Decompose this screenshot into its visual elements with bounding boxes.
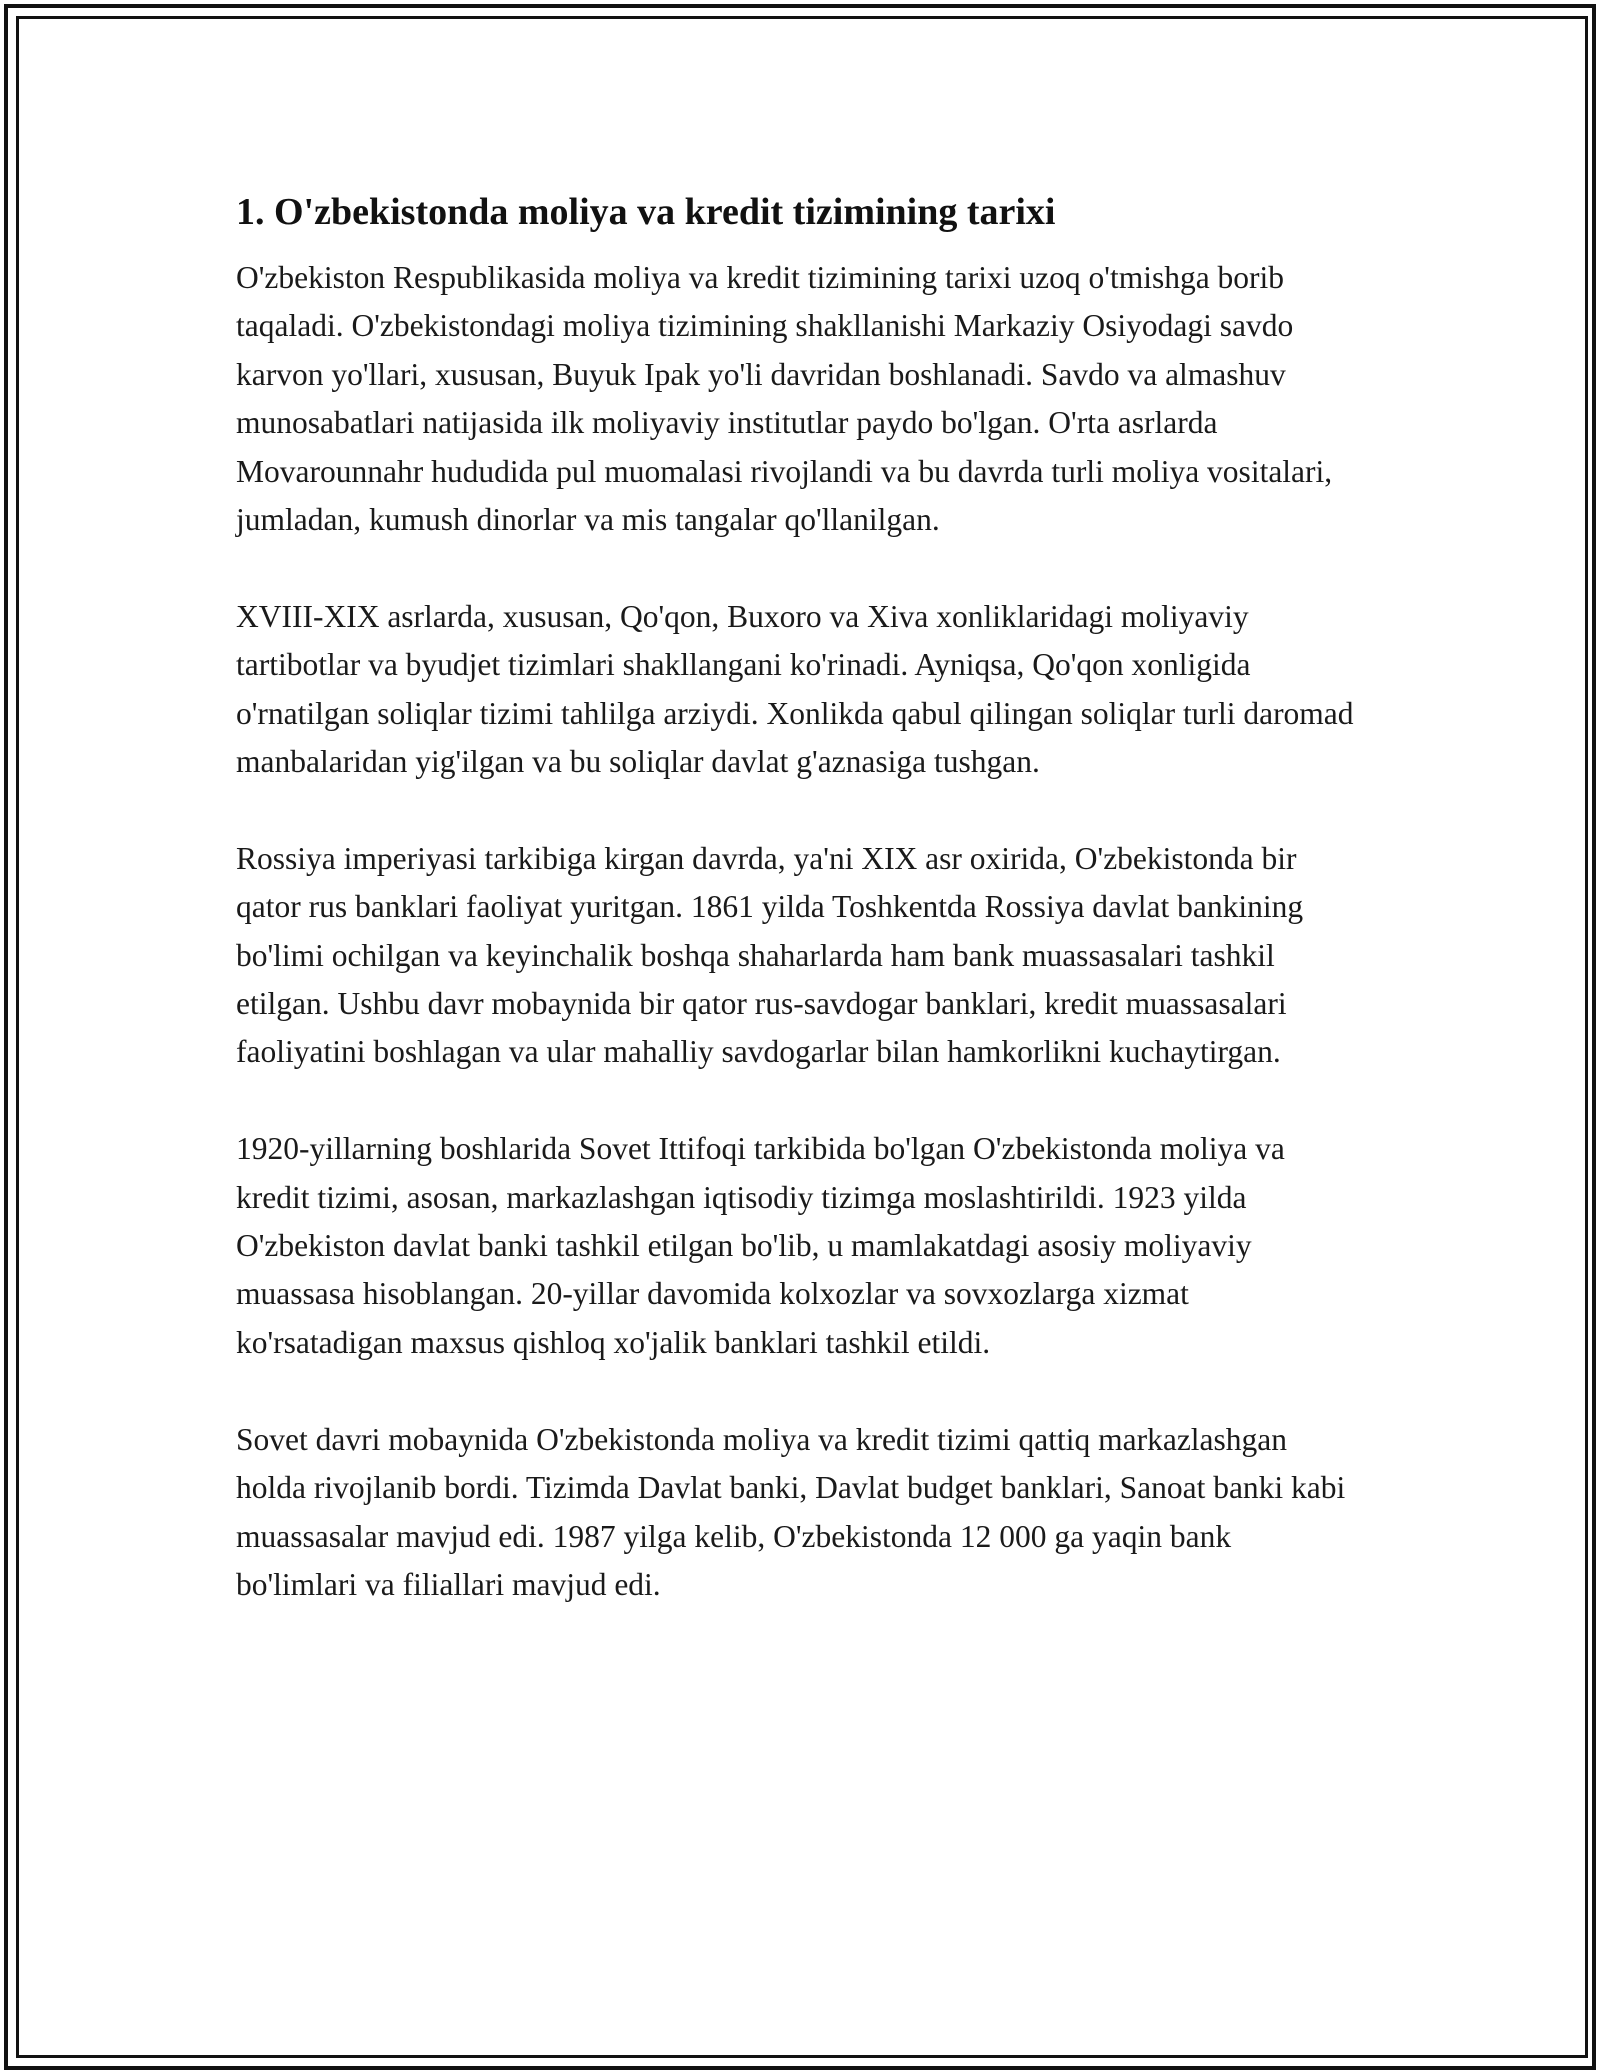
paragraph-5: Sovet davri mobaynida O'zbekistonda moliya va kredit tizimi qattiq markazlashgan holda rivojlanib bordi. Tizimda Davlat banki, Davlat budget banklari, Sanoat banki kabi muassasalar mavjud edi. 1987 yilga kelib, O'zbekistonda 12 000 ga yaqin bank bo'limlari va filiallari mavjud edi. (236, 1421, 1346, 1602)
paragraph-3: Rossiya imperiyasi tarkibiga kirgan davrda, ya'ni XIX asr oxirida, O'zbekistonda bir qator rus banklari faoliyat yuritgan. 1861 yilda Toshkentda Rossiya davlat bankining bo'limi ochilgan va keyinchalik boshqa shaharlarda ham bank muassasalari tashkil etilgan. Ushbu davr mobaynida bir qator rus-savdogar banklari, kredit muassasalari faoliyatini boshlagan va ular mahalliy savdogarlar bilan hamkorlikni kuchaytirgan. (236, 840, 1304, 1070)
paragraph-1: O'zbekiston Respublikasida moliya va kredit tizimining tarixi uzoq o'tmishga borib taqaladi. O'zbekistondagi moliya tizimining shakllanishi Markaziy Osiyodagi savdo karvon yo'llari, xususan, Buyuk Ipak yo'li davridan boshlanadi. Savdo va almashuv munosabatlari natijasida ilk moliyaviy institutlar paydo bo'lgan. O'rta asrlarda Movarounnahr hududida pul muomalasi rivojlandi va bu davrda turli moliya vositalari, jumladan, kumush dinorlar va mis tangalar qo'llanilgan. (236, 260, 1333, 538)
paragraph-4: 1920-yillarning boshlarida Sovet Ittifoqi tarkibida bo'lgan O'zbekistonda moliya va kredit tizimi, asosan, markazlashgan iqtisodiy tizimga moslashtirildi. 1923 yilda O'zbekiston davlat banki tashkil etilgan bo'lib, u mamlakatdagi asosiy moliyaviy muassasa hisoblangan. 20-yillar davomida kolxozlar va sovxozlarga xizmat ko'rsatadigan maxsus qishloq xo'jalik banklari tashkil etildi. (236, 1131, 1285, 1360)
document-body (236, 188, 1356, 1658)
section-heading: 1. O'zbekistonda moliya va kredit tizimining tarixi (236, 191, 1056, 233)
paragraph-2: XVIII-XIX asrlarda, xususan, Qo'qon, Buxoro va Xiva xonliklaridagi moliyaviy tartibotlar va byudjet tizimlari shakllangani ko'rinadi. Ayniqsa, Qo'qon xonligida o'rnatilgan soliqlar tizimi tahlilga arziydi. Xonlikda qabul qilingan soliqlar turli daromad manbalaridan yig'ilgan va bu soliqlar davlat g'aznasiga tushgan. (236, 598, 1354, 780)
